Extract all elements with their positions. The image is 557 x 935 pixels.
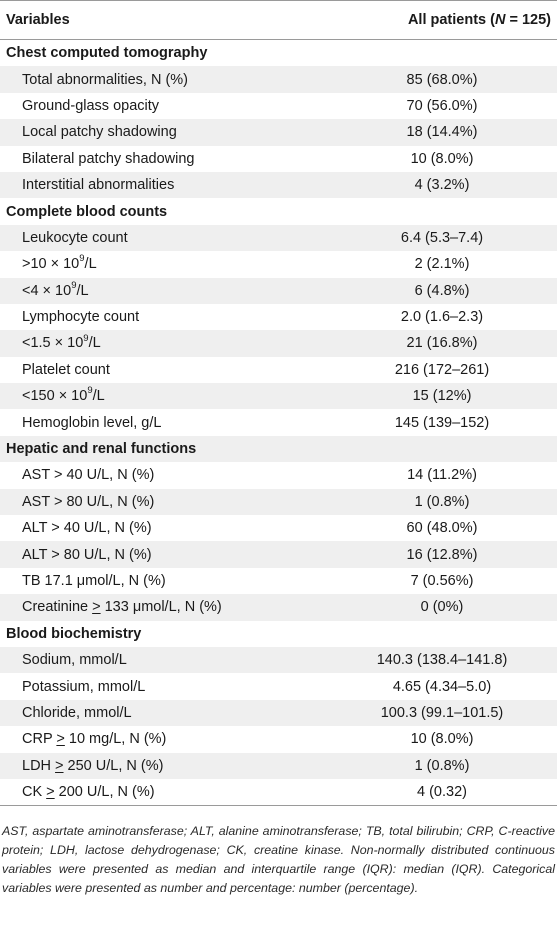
- table-row: [0, 357, 557, 383]
- table-row: [0, 726, 557, 752]
- table-row: [0, 409, 557, 435]
- variable-label: Potassium, mmol/L: [22, 678, 146, 695]
- patients-value: 1 (0.8%): [414, 493, 470, 510]
- table-row: [0, 66, 557, 92]
- patients-value: 7 (0.56%): [410, 573, 474, 589]
- section-row: [0, 198, 557, 224]
- table-footnote: AST, aspartate aminotransferase; ALT, alanine aminotransferase; TB, total bilirubin; CRP, C-reactive protein; LDH, lactose dehydrogenase; CK, creatine kinase. Non-normally distributed continuous variables were presented as median and interquartile range (IQR): median (IQR). Categorical variables were presented as number and percentage: number (percentage).: [2, 824, 555, 895]
- table-row: [0, 673, 557, 699]
- patients-value: 15 (12%): [412, 388, 472, 405]
- table-row: [0, 251, 557, 277]
- variable-label: Creatinine > 133 μmol/L, N (%): [22, 599, 222, 616]
- table-row: [0, 568, 557, 594]
- variable-label: Sodium, mmol/L: [22, 652, 127, 669]
- table-row: [0, 753, 557, 779]
- patients-value: 4.65 (4.34–5.0): [392, 678, 492, 695]
- table-row: [0, 779, 557, 805]
- variable-label: TB 17.1 μmol/L, N (%): [22, 573, 166, 589]
- patients-value: 4 (0.32): [417, 784, 467, 801]
- variable-label: Chloride, mmol/L: [22, 704, 132, 721]
- table-row: [0, 225, 557, 251]
- section-title: Chest computed tomography: [6, 45, 208, 62]
- patients-value: 16 (12.8%): [406, 546, 478, 563]
- table-row: [0, 700, 557, 726]
- variable-label: $<1.5 \times 10^9/L$: [22, 332, 101, 352]
- patients-value: 2.0 (1.6–2.3): [400, 309, 484, 326]
- patients-value: 216 (172–261): [394, 361, 490, 378]
- variable-label: Hemoglobin level, g/L: [22, 414, 162, 431]
- patients-value: 140.3 (138.4–141.8): [376, 652, 508, 669]
- table-row: [0, 119, 557, 145]
- variable-label: Total abnormalities, N (%): [22, 71, 188, 88]
- variable-label: AST > 80 U/L, N (%): [22, 493, 155, 510]
- variable-label: Ground-glass opacity: [22, 97, 160, 114]
- table-row: [0, 515, 557, 541]
- table-row: [0, 383, 557, 409]
- variable-label: Bilateral patchy shadowing: [22, 150, 195, 167]
- section-row: [0, 40, 557, 66]
- section-title: Hepatic and renal functions: [6, 441, 197, 458]
- patients-value: 10 (8.0%): [410, 731, 474, 748]
- patients-value: 85 (68.0%): [406, 71, 478, 88]
- variable-label: CRP > 10 mg/L, N (%): [22, 731, 167, 748]
- variable-label: Local patchy shadowing: [22, 124, 177, 141]
- section-row: [0, 436, 557, 462]
- table-row: [0, 93, 557, 119]
- patients-value: 18 (14.4%): [406, 124, 478, 141]
- table-row: [0, 278, 557, 304]
- table-header: [0, 0, 557, 40]
- variable-label: $<150 \times 10^9/L$: [22, 385, 105, 405]
- table-row: [0, 304, 557, 330]
- section-row: [0, 621, 557, 647]
- patients-value: 1 (0.8%): [414, 757, 470, 774]
- variable-label: Leukocyte count: [22, 229, 128, 246]
- variable-label: $>10 \times 10^9/L$: [22, 253, 97, 273]
- patients-value: 145 (139–152): [394, 414, 490, 431]
- patients-value: 100.3 (99.1–101.5): [380, 704, 504, 721]
- table-row: [0, 541, 557, 567]
- table-row: [0, 146, 557, 172]
- table-row: [0, 172, 557, 198]
- variable-label: CK > 200 U/L, N (%): [22, 784, 155, 801]
- variable-label: $<4 \times 10^9/L$: [22, 279, 89, 299]
- patients-value: 6 (4.8%): [414, 282, 470, 299]
- patients-value: 4 (3.2%): [414, 177, 470, 194]
- variable-label: LDH > 250 U/L, N (%): [22, 757, 164, 774]
- patients-value: 2 (2.1%): [414, 256, 470, 273]
- header-all-patients: All patients (N = 125): [407, 12, 551, 28]
- variable-label: Platelet count: [22, 361, 110, 378]
- patients-value: 60 (48.0%): [406, 520, 478, 537]
- patients-value: 6.4 (5.3–7.4): [400, 229, 484, 246]
- table-bottom-rule: [0, 805, 557, 806]
- variable-label: Lymphocyte count: [22, 309, 140, 326]
- header-variables: Variables: [6, 12, 70, 28]
- patients-value: 21 (16.8%): [406, 335, 478, 352]
- patients-value: 10 (8.0%): [410, 150, 474, 167]
- table-row: [0, 594, 557, 620]
- table-row: [0, 462, 557, 488]
- variable-label: ALT > 40 U/L, N (%): [22, 520, 152, 537]
- table-body: [0, 40, 557, 805]
- patients-value: 70 (56.0%): [406, 97, 478, 114]
- table-row: [0, 330, 557, 356]
- variable-label: ALT > 80 U/L, N (%): [22, 546, 152, 563]
- table-row: [0, 647, 557, 673]
- patients-value: 0 (0%): [420, 599, 464, 616]
- table-row: [0, 489, 557, 515]
- variable-label: AST > 40 U/L, N (%): [22, 467, 155, 484]
- section-title: Blood biochemistry: [6, 625, 142, 642]
- patients-value: 14 (11.2%): [407, 467, 477, 484]
- section-title: Complete blood counts: [6, 203, 168, 220]
- variable-label: Interstitial abnormalities: [22, 177, 175, 194]
